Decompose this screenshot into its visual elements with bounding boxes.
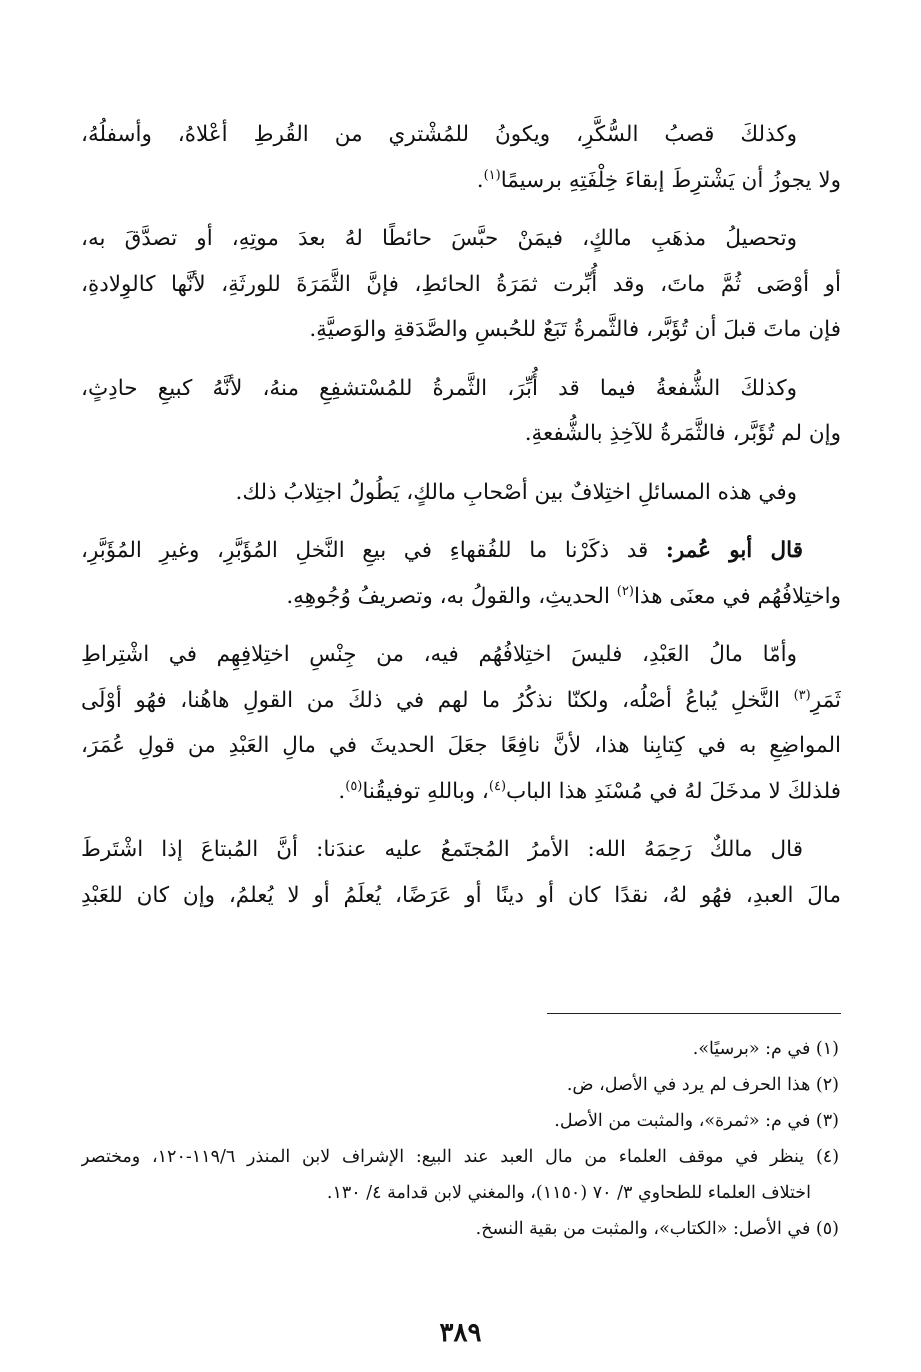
text-line: وتحصيلُ مذهَبِ مالكٍ، فيمَنْ حبَّسَ حائطًا لهُ بعدَ موتِهِ، أو تصدَّقَ به، (81, 226, 797, 251)
text-line: وكذلكَ الشُّفعةُ فيما قد أُبِّرَ، الثَّمرةُ للمُسْتشفِعِ منهُ، لأنَّهُ كبيعِ حادِثٍ، (81, 375, 797, 401)
text-line: وإن لم تُؤَبَّر، فالثَّمَرةُ للآخِذِ بالشُّفعةِ. (524, 421, 841, 446)
paragraph (81, 216, 841, 353)
footnote-continuation: اختلاف العلماء للطحاوي ٣/ ٧٠ (١١٥٠)، والمغني لابن قدامة ٤/ ١٣٠. (326, 1183, 811, 1203)
footnote-ref: (٣) (793, 687, 811, 703)
footnote: (٣) في م: «ثمرة»، والمثبت من الأصل. (554, 1111, 839, 1131)
text-line: واختِلافُهُم في معنَى هذا$^{(٢)}$ الحديثِ، والقولُ به، وتصريفُ وُجُوهِهِ. (286, 583, 841, 609)
paragraph (81, 827, 841, 918)
text-line: ولا يجوزُ أن يَشْترِطَ إبقاءَ خِلْفَتِهِ برسيمًا$^{(١)}$. (476, 167, 841, 193)
footnotes (81, 1031, 841, 1247)
main-text (81, 112, 841, 918)
footnote-ref: (٥) (345, 778, 363, 794)
page-number: ٣٨٩ (439, 1318, 482, 1348)
footnote: (٤) ينظر في موقف العلماء من مال العبد عند البيع: الإشراف لابن المنذر ١١٩/٦-١٢٠، ومختصر (81, 1147, 840, 1167)
text-line: قال مالكٌ رَحِمَهُ الله: الأمرُ المُجتَمعُ عليه عندَنا: أنَّ المُبتاعَ إذا اشْتَرطَ (81, 837, 803, 862)
speaker-label: قال أبو عُمر: (665, 538, 803, 563)
paragraph (81, 366, 841, 457)
footnote-ref: (٤) (488, 778, 507, 794)
paragraph (81, 632, 841, 814)
footnote: (٢) هذا الحرف لم يرد في الأصل، ض. (566, 1075, 839, 1095)
footnote: (١) في م: «برسيًا». (692, 1039, 839, 1059)
text-line: وكذلكَ قصبُ السُّكَّرِ، ويكونُ للمُشْتري من القُرطِ أعْلاهُ، وأسفلُهُ، (81, 122, 797, 147)
text-line: قال أبو عُمر: قد ذكَرْنا ما للفُقهاءِ في بيعِ النَّخلِ المُؤَبَّرِ، وغيرِ المُؤَبَّرِ، (81, 538, 803, 563)
footnote-ref: (٢) (616, 583, 634, 599)
text-line: وفي هذه المسائلِ اختِلافٌ بين أصْحابِ مالكٍ، يَطُولُ اجتِلابُ ذلك. (235, 479, 797, 505)
footnote: (٥) في الأصل: «الكتاب»، والمثبت من بقية النسخ. (475, 1219, 839, 1239)
text-line: فلذلكَ لا مدخَلَ لهُ في مُسْنَدِ هذا الباب$^{(٤)}$، وباللهِ توفيقُنا$^{(٥)}$. (338, 778, 841, 804)
paragraph (81, 112, 841, 203)
text-line: المواضِعِ به في كِتابِنا هذا، لأنَّ نافِعًا جعَلَ الحديثَ في مالِ العَبْدِ من قولِ عُمَرَ، (81, 733, 841, 758)
text-line: فإن ماتَ قبلَ أن تُؤَبَّر، فالثَّمرةُ تَبَعٌ للحُبسِ والصَّدَقةِ والوَصيَّةِ. (309, 317, 841, 342)
paragraph (81, 528, 841, 619)
footnote-ref: (١) (483, 167, 501, 183)
footnote-separator (547, 1013, 841, 1014)
text-line: أو أوْصَى ثُمَّ ماتَ، وقد أُبِّرت ثمَرَةُ الحائطِ، فإنَّ الثَّمَرَةَ للورثَةِ، لأنَّها كالوِلادةِ، (81, 271, 841, 297)
paragraph (81, 470, 841, 516)
text-line: ثَمَرِ$^{(٣)}$ النَّخلِ يُباعُ أصْلُه، ولكنّا نذكُرُ ما لهم في ذلكَ من القولِ هاهُنا، فهُو أوْلَى (81, 687, 841, 713)
text-line: وأمّا مالُ العَبْدِ، فليسَ اختِلافُهُم فيه، من جِنْسِ اختِلافِهِم في اشْتِراطِ (81, 642, 797, 667)
text-line: مالَ العبدِ، فهُو لهُ، نقدًا كان أو دينًا أو عَرَضًا، يُعلَمُ أو لا يُعلمُ، وإن كان للعَبْدِ (81, 882, 841, 908)
